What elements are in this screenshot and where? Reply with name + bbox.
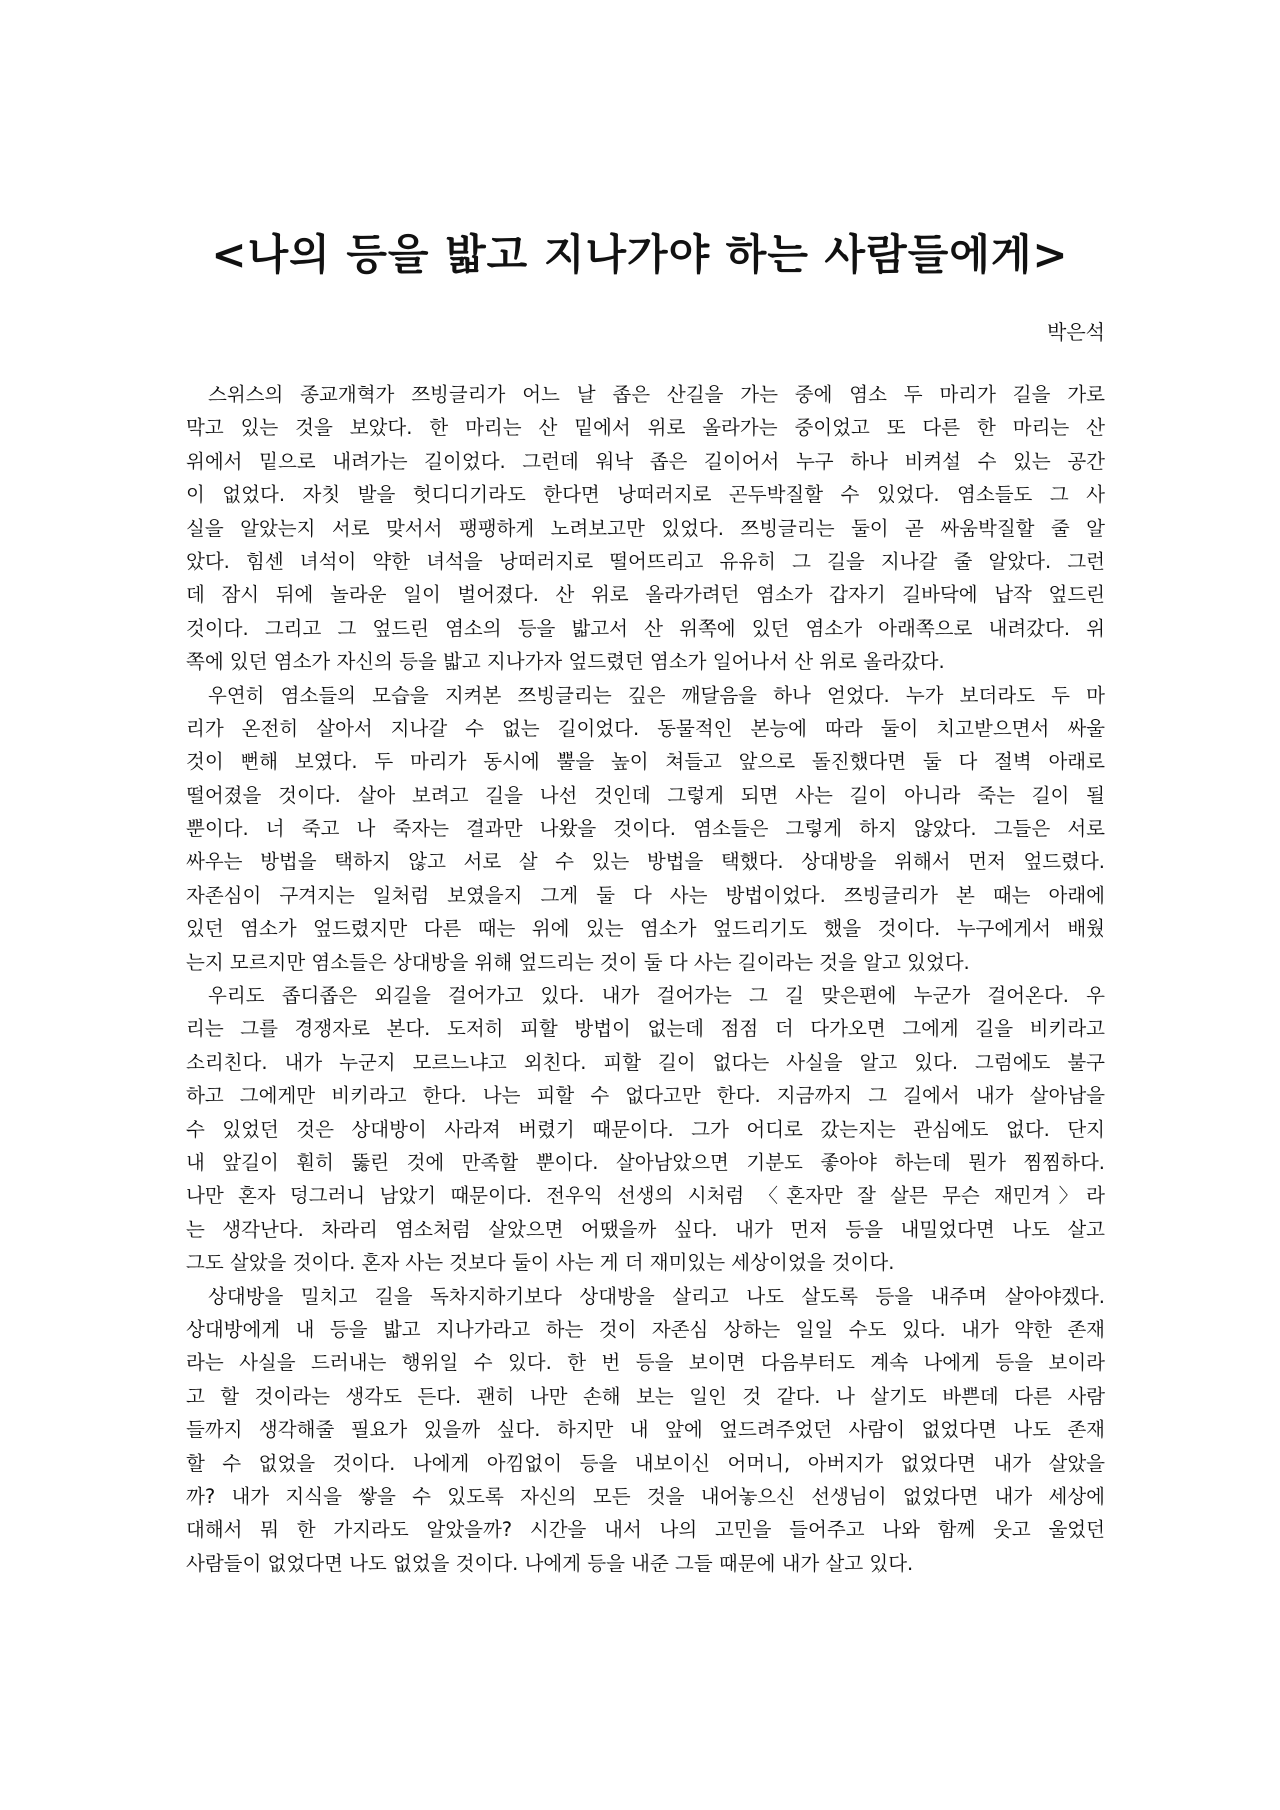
- paragraph-line: 자존심이 구겨지는 일처럼 보였을지 그게 둘 다 사는 방법이었다. 쯔빙글리가 본 때는 아래에: [186, 883, 1105, 907]
- document-title: <나의 등을 밟고 지나가야 하는 사람들에게>: [211, 230, 1069, 279]
- paragraph-line: 것이 뻔해 보였다. 두 마리가 동시에 뿔을 높이 쳐들고 앞으로 돌진했다면 둘 다 절벽 아래로: [186, 750, 1105, 774]
- paragraph: [186, 378, 1105, 679]
- paragraph-line: 이 없었다. 자칫 발을 헛디디기라도 한다면 낭떠러지로 곤두박질할 수 있었다. 염소들도 그 사: [186, 483, 1105, 507]
- paragraph-line: 하고 그에게만 비키라고 한다. 나는 피할 수 없다고만 한다. 지금까지 그 길에서 내가 살아남을: [186, 1084, 1105, 1108]
- paragraph-line: 떨어졌을 것이다. 살아 보려고 길을 나선 것인데 그렇게 되면 사는 길이 아니라 죽는 길이 될: [186, 783, 1105, 807]
- paragraph-line: 우연히 염소들의 모습을 지켜본 쯔빙글리는 깊은 깨달음을 하나 얻었다. 누가 보더라도 두 마: [208, 683, 1105, 707]
- paragraph-line: 나만 혼자 덩그러니 남았기 때문이다. 전우익 선생의 시처럼 〈혼자만 잘 살믄 무슨 재민겨〉라: [186, 1184, 1105, 1208]
- paragraph-line: 내 앞길이 훤히 뚫린 것에 만족할 뿐이다. 살아남았으면 기분도 좋아야 하는데 뭔가 찜찜하다.: [186, 1150, 1105, 1174]
- paragraph-line: 것이다. 그리고 그 엎드린 염소의 등을 밟고서 산 위쪽에 있던 염소가 아래쪽으로 내려갔다. 위: [186, 616, 1105, 640]
- paragraph-line: 리는 그를 경쟁자로 본다. 도저히 피할 방법이 없는데 점점 더 다가오면 그에게 길을 비키라고: [186, 1017, 1105, 1041]
- author-name: 박은석: [1047, 320, 1105, 344]
- paragraph-line: 막고 있는 것을 보았다. 한 마리는 산 밑에서 위로 올라가는 중이었고 또 다른 한 마리는 산: [186, 416, 1105, 440]
- paragraph-line: 리가 온전히 살아서 지나갈 수 없는 길이었다. 동물적인 본능에 따라 둘이 치고받으면서 싸울: [186, 716, 1105, 740]
- paragraph-line: 쪽에 있던 염소가 자신의 등을 밟고 지나가자 엎드렸던 염소가 일어나서 산 위로 올라갔다.: [186, 650, 945, 674]
- paragraph-line: 까? 내가 지식을 쌓을 수 있도록 자신의 모든 것을 내어놓으신 선생님이 없었다면 내가 세상에: [186, 1484, 1105, 1508]
- paragraph-line: 실을 알았는지 서로 맞서서 팽팽하게 노려보고만 있었다. 쯔빙글리는 둘이 곧 싸움박질할 줄 알: [186, 516, 1105, 540]
- paragraph-line: 대해서 뭐 한 가지라도 알았을까? 시간을 내서 나의 고민을 들어주고 나와 함께 웃고 울었던: [186, 1518, 1105, 1542]
- paragraph-line: 그도 살았을 것이다. 혼자 사는 것보다 둘이 사는 게 더 재미있는 세상이었을 것이다.: [186, 1251, 895, 1275]
- paragraph-line: 우리도 좁디좁은 외길을 걸어가고 있다. 내가 걸어가는 그 길 맞은편에 누군가 걸어온다. 우: [208, 984, 1105, 1008]
- paragraph-line: 는지 모르지만 염소들은 상대방을 위해 엎드리는 것이 둘 다 사는 길이라는 것을 알고 있었다.: [186, 950, 970, 974]
- paragraph-line: 있던 염소가 엎드렸지만 다른 때는 위에 있는 염소가 엎드리기도 했을 것이다. 누구에게서 배웠: [186, 917, 1105, 941]
- paragraph-line: 는 생각난다. 차라리 염소처럼 살았으면 어땠을까 싶다. 내가 먼저 등을 내밀었다면 나도 살고: [186, 1217, 1105, 1241]
- paragraph-line: 았다. 힘센 녀석이 약한 녀석을 낭떠러지로 떨어뜨리고 유유히 그 길을 지나갈 줄 알았다. 그런: [186, 549, 1105, 573]
- paragraph-line: 들까지 생각해줄 필요가 있을까 싶다. 하지만 내 앞에 엎드려주었던 사람이 없었다면 나도 존재: [186, 1418, 1105, 1442]
- paragraph: [186, 979, 1105, 1280]
- paragraph: [186, 679, 1105, 980]
- paragraph-line: 소리친다. 내가 누군지 모르느냐고 외친다. 피할 길이 없다는 사실을 알고 있다. 그럼에도 불구: [186, 1050, 1105, 1074]
- paragraph-line: 위에서 밑으로 내려가는 길이었다. 그런데 워낙 좁은 길이어서 누구 하나 비켜설 수 있는 공간: [186, 449, 1105, 473]
- paragraph-line: 뿐이다. 너 죽고 나 죽자는 결과만 나왔을 것이다. 염소들은 그렇게 하지 않았다. 그들은 서로: [186, 817, 1105, 841]
- paragraph-line: 상대방을 밀치고 길을 독차지하기보다 상대방을 살리고 나도 살도록 등을 내주며 살아야겠다.: [208, 1284, 1105, 1308]
- paragraph: [186, 1280, 1105, 1581]
- paragraph-line: 상대방에게 내 등을 밟고 지나가라고 하는 것이 자존심 상하는 일일 수도 있다. 내가 약한 존재: [186, 1317, 1105, 1341]
- paragraph-line: 고 할 것이라는 생각도 든다. 괜히 나만 손해 보는 일인 것 같다. 나 살기도 바쁜데 다른 사람: [186, 1384, 1105, 1408]
- document-body: [186, 378, 1105, 1580]
- paragraph-line: 싸우는 방법을 택하지 않고 서로 살 수 있는 방법을 택했다. 상대방을 위해서 먼저 엎드렸다.: [186, 850, 1105, 874]
- paragraph-line: 데 잠시 뒤에 놀라운 일이 벌어졌다. 산 위로 올라가려던 염소가 갑자기 길바닥에 납작 엎드린: [186, 583, 1105, 607]
- paragraph-line: 수 있었던 것은 상대방이 사라져 버렸기 때문이다. 그가 어디로 갔는지는 관심에도 없다. 단지: [186, 1117, 1105, 1141]
- paragraph-line: 라는 사실을 드러내는 행위일 수 있다. 한 번 등을 보이면 다음부터도 계속 나에게 등을 보이라: [186, 1351, 1105, 1375]
- paragraph-line: 스위스의 종교개혁가 쯔빙글리가 어느 날 좁은 산길을 가는 중에 염소 두 마리가 길을 가로: [208, 383, 1105, 406]
- paragraph-line: 할 수 없었을 것이다. 나에게 아낌없이 등을 내보이신 어머니, 아버지가 없었다면 내가 살았을: [186, 1451, 1105, 1475]
- paragraph-line: 사람들이 없었다면 나도 없었을 것이다. 나에게 등을 내준 그들 때문에 내가 살고 있다.: [186, 1551, 914, 1575]
